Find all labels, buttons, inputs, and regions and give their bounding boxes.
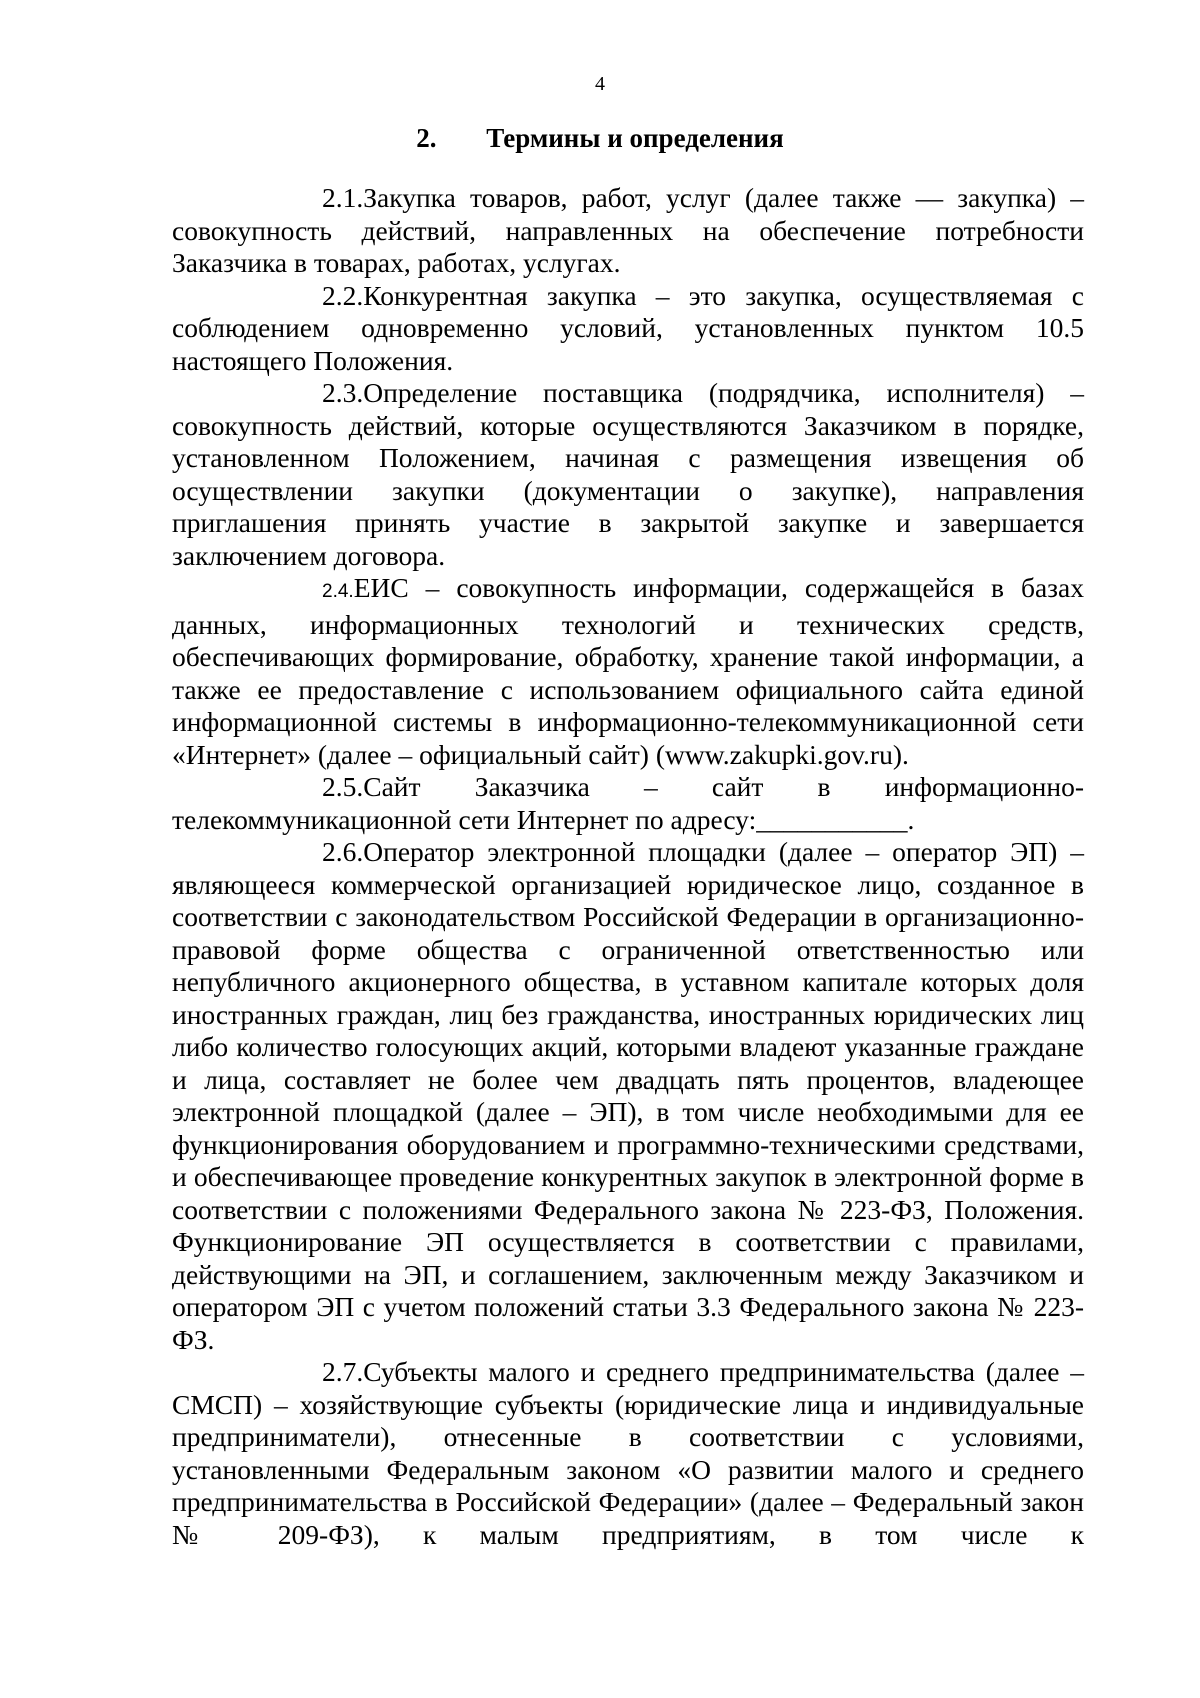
document-body bbox=[172, 182, 1084, 1551]
section-number: 2. bbox=[416, 123, 437, 153]
section-title: Термины и определения bbox=[486, 123, 784, 153]
paragraph-text: Определение поставщика (подрядчика, исполнителя) – совокупность действий, которые осуществляются Заказчиком в порядке, установленном Положением, начиная с размещения извещения об осуществлении закупки (документации о закупке), направления приглашения принять участие в закрытой закупке и завершается заключением договора. bbox=[172, 377, 1084, 571]
paragraph-2-2 bbox=[172, 280, 1084, 378]
paragraph-2-3 bbox=[172, 377, 1084, 572]
paragraph-text: Сайт Заказчика – сайт в информационно-телекоммуникационной сети Интернет по адресу:___________. bbox=[172, 771, 1084, 835]
page-number: 4 bbox=[595, 73, 605, 95]
paragraph-text: Конкурентная закупка – это закупка, осуществляемая с соблюдением одновременно условий, установленных пунктом 10.5 настоящего Положения. bbox=[172, 279, 1084, 376]
paragraph-2-6 bbox=[172, 836, 1084, 1356]
paragraph-number: 2.3. bbox=[322, 377, 364, 408]
paragraph-number: 2.2. bbox=[322, 279, 364, 311]
paragraph-text: Оператор электронной площадки (далее – оператор ЭП) – являющееся коммерческой организацией юридическое лицо, созданное в соответствии с законодательством Российской Федерации в организационно-правовой форме общества с ограниченной ответственностью или непубличного акционерного общества, в уставном капитале которых доля иностранных граждан, лиц без гражданства, иностранных юридических лиц либо количество голосующих акций, которыми владеют указанные граждане и лица, составляет не более чем двадцать пять процентов, владеющее электронной площадкой (далее – ЭП), в том числе необходимыми для ее функционирования оборудованием и программно-техническими средствами, и обеспечивающее проведение конкурентных закупок в электронной форме в соответствии с положениями Федерального закона № 223-ФЗ, Положения. Функционирование ЭП осуществляется в соответствии с правилами, действующими на ЭП, и соглашением, заключенным между Заказчиком и оператором ЭП с учетом положений статьи 3.3 Федерального закона № 223-ФЗ. bbox=[172, 836, 1084, 1355]
section-heading bbox=[0, 120, 1200, 156]
paragraph-2-7 bbox=[172, 1356, 1084, 1551]
paragraph-number: 2.6. bbox=[322, 836, 364, 867]
paragraph-number: 2.5. bbox=[322, 771, 364, 802]
paragraph-2-5 bbox=[172, 771, 1084, 836]
paragraph-number: 2.7. bbox=[322, 1356, 364, 1387]
paragraph-2-1 bbox=[172, 182, 1084, 280]
paragraph-2-4 bbox=[172, 572, 1084, 771]
paragraph-text: Субъекты малого и среднего предпринимательства (далее – СМСП) – хозяйствующие субъекты (юридические лица и индивидуальные предприниматели), отнесенные в соответствии с условиями, установленными Федеральным законом «О развитии малого и среднего предпринимательства в Российской Федерации» (далее – Федеральный закон № 209-ФЗ), к малым предприятиям, в том числе к bbox=[172, 1356, 1084, 1550]
paragraph-number: 2.1. bbox=[322, 182, 364, 213]
paragraph-number: 2.4. bbox=[322, 581, 354, 602]
paragraph-text: ЕИС – совокупность информации, содержащейся в базах данных, информационных технологий и технических средств, обеспечивающих формирование, обработку, хранение такой информации, а также ее предоставление с использованием официального сайта единой информационной системы в информационно-телекоммуникационной сети «Интернет» (далее – официальный сайт) (www.zakupki.gov.ru). bbox=[172, 572, 1084, 770]
paragraph-text: Закупка товаров, работ, услуг (далее также — закупка) – совокупность действий, направленных на обеспечение потребности Заказчика в товарах, работах, услугах. bbox=[172, 182, 1084, 278]
